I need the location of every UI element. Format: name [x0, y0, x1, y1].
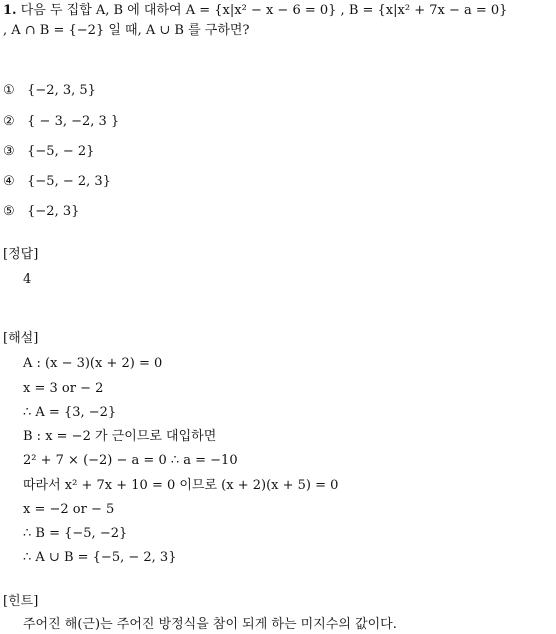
choice-2-text: { − 3, −2, 3 } [27, 114, 120, 129]
choice-5 [3, 203, 79, 221]
choice-1-text: {−2, 3, 5} [27, 83, 96, 98]
choice-4-mark: ④ [3, 174, 15, 189]
explanation-line-6: 따라서 x² + 7x + 10 = 0 이므로 (x + 2)(x + 5) = 0 [23, 478, 339, 493]
hint-text: 주어진 해(근)는 주어진 방정식을 참이 되게 하는 미지수의 값이다. [23, 617, 397, 632]
answer-value: 4 [23, 272, 32, 287]
explanation-line-7: x = −2 or − 5 [23, 502, 115, 517]
choice-5-text: {−2, 3} [27, 204, 80, 219]
choice-3 [3, 143, 94, 161]
explanation-line-3: ∴ A = {3, −2} [23, 405, 117, 420]
question-line-2: , A ∩ B = {−2} 일 때, A ∪ B 를 구하면? [3, 23, 250, 38]
choice-2-mark: ② [3, 114, 15, 129]
choice-1 [3, 82, 96, 100]
choice-4-text: {−5, − 2, 3} [27, 174, 111, 189]
question-text-1: 다음 두 집합 A, B 에 대하여 A = {x|x² − x − 6 = 0} , B = {x|x² + 7x − a = 0} [20, 3, 508, 18]
choice-4 [3, 173, 111, 191]
choice-1-mark: ① [3, 83, 15, 98]
explanation-line-5: 2² + 7 × (−2) − a = 0 ∴ a = −10 [23, 453, 238, 468]
explanation-line-9: ∴ A ∪ B = {−5, − 2, 3} [23, 550, 177, 565]
explanation-label: [해설] [3, 331, 39, 346]
choice-3-text: {−5, − 2} [27, 144, 95, 159]
choice-5-mark: ⑤ [3, 204, 15, 219]
choice-3-mark: ③ [3, 144, 15, 159]
explanation-line-2: x = 3 or − 2 [23, 381, 104, 396]
choice-2 [3, 113, 119, 131]
explanation-line-8: ∴ B = {−5, −2} [23, 526, 128, 541]
hint-label: [힌트] [3, 594, 39, 609]
explanation-line-4: B : x = −2 가 근이므로 대입하면 [23, 429, 217, 444]
question-number: 1. [3, 3, 17, 18]
answer-label: [정답] [3, 247, 39, 262]
explanation-line-1: A : (x − 3)(x + 2) = 0 [23, 356, 163, 371]
question-line-1 [3, 2, 507, 20]
